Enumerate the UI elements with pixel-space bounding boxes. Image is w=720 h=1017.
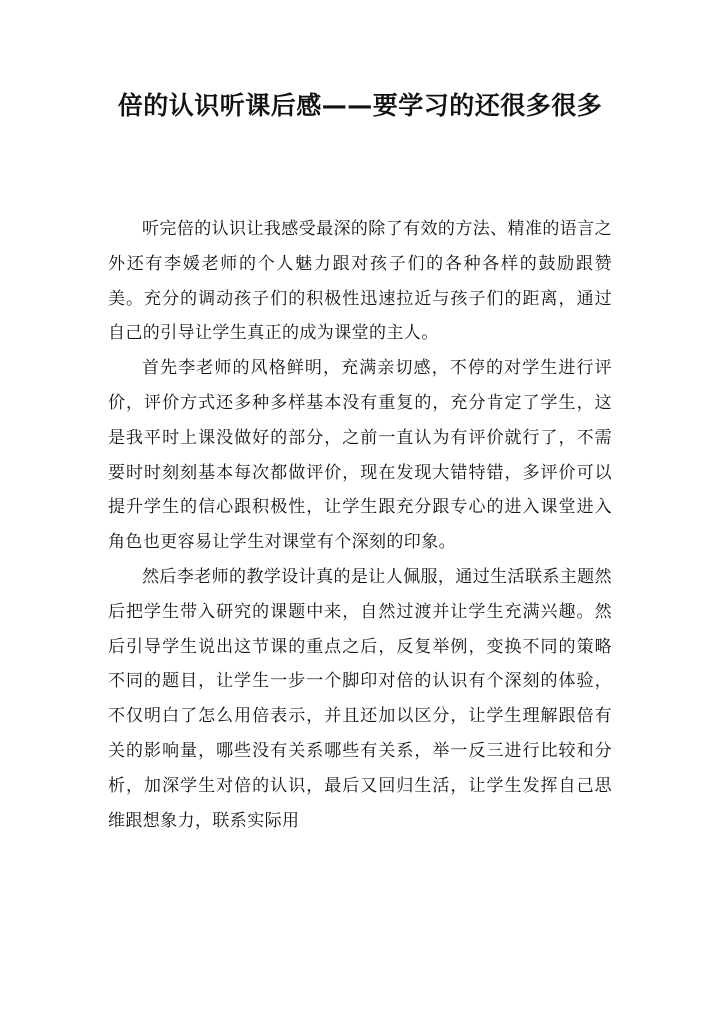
paragraph-3: 然后李老师的教学设计真的是让人佩服，通过生活联系主题然后把学生带入研究的课题中来，自然过渡并让学生充满兴趣。然后引导学生说出这节课的重点之后，反复举例，变换不同的策略不同的题目，让学生一步一个脚印对倍的认识有个深刻的体验，不仅明白了怎么用倍表示，并且还加以区分，让学生理解跟倍有关的影响量，哪些没有关系哪些有关系，举一反三进行比较和分析，加深学生对倍的认识，最后又回归生活，让学生发挥自己思维跟想象力，联系实际用 bbox=[108, 566, 612, 831]
paragraph-1: 听完倍的认识让我感受最深的除了有效的方法、精准的语言之外还有李媛老师的个人魅力跟对孩子们的各种各样的鼓励跟赞美。充分的调动孩子们的积极性迅速拉近与孩子们的距离，通过自己的引导让学生真正的成为课堂的主人。 bbox=[108, 219, 612, 344]
document-title: 倍的认识听课后感——要学习的还很多很多 bbox=[117, 91, 603, 120]
document-body bbox=[108, 212, 612, 838]
paragraph-2: 首先李老师的风格鲜明，充满亲切感，不停的对学生进行评价，评价方式还多种多样基本没有重复的，充分肯定了学生，这是我平时上课没做好的部分，之前一直认为有评价就行了，不需要时时刻刻基本每次都做评价，现在发现大错特错，多评价可以提升学生的信心跟积极性，让学生跟充分跟专心的进入课堂进入角色也更容易让学生对课堂有个深刻的印象。 bbox=[108, 358, 612, 553]
